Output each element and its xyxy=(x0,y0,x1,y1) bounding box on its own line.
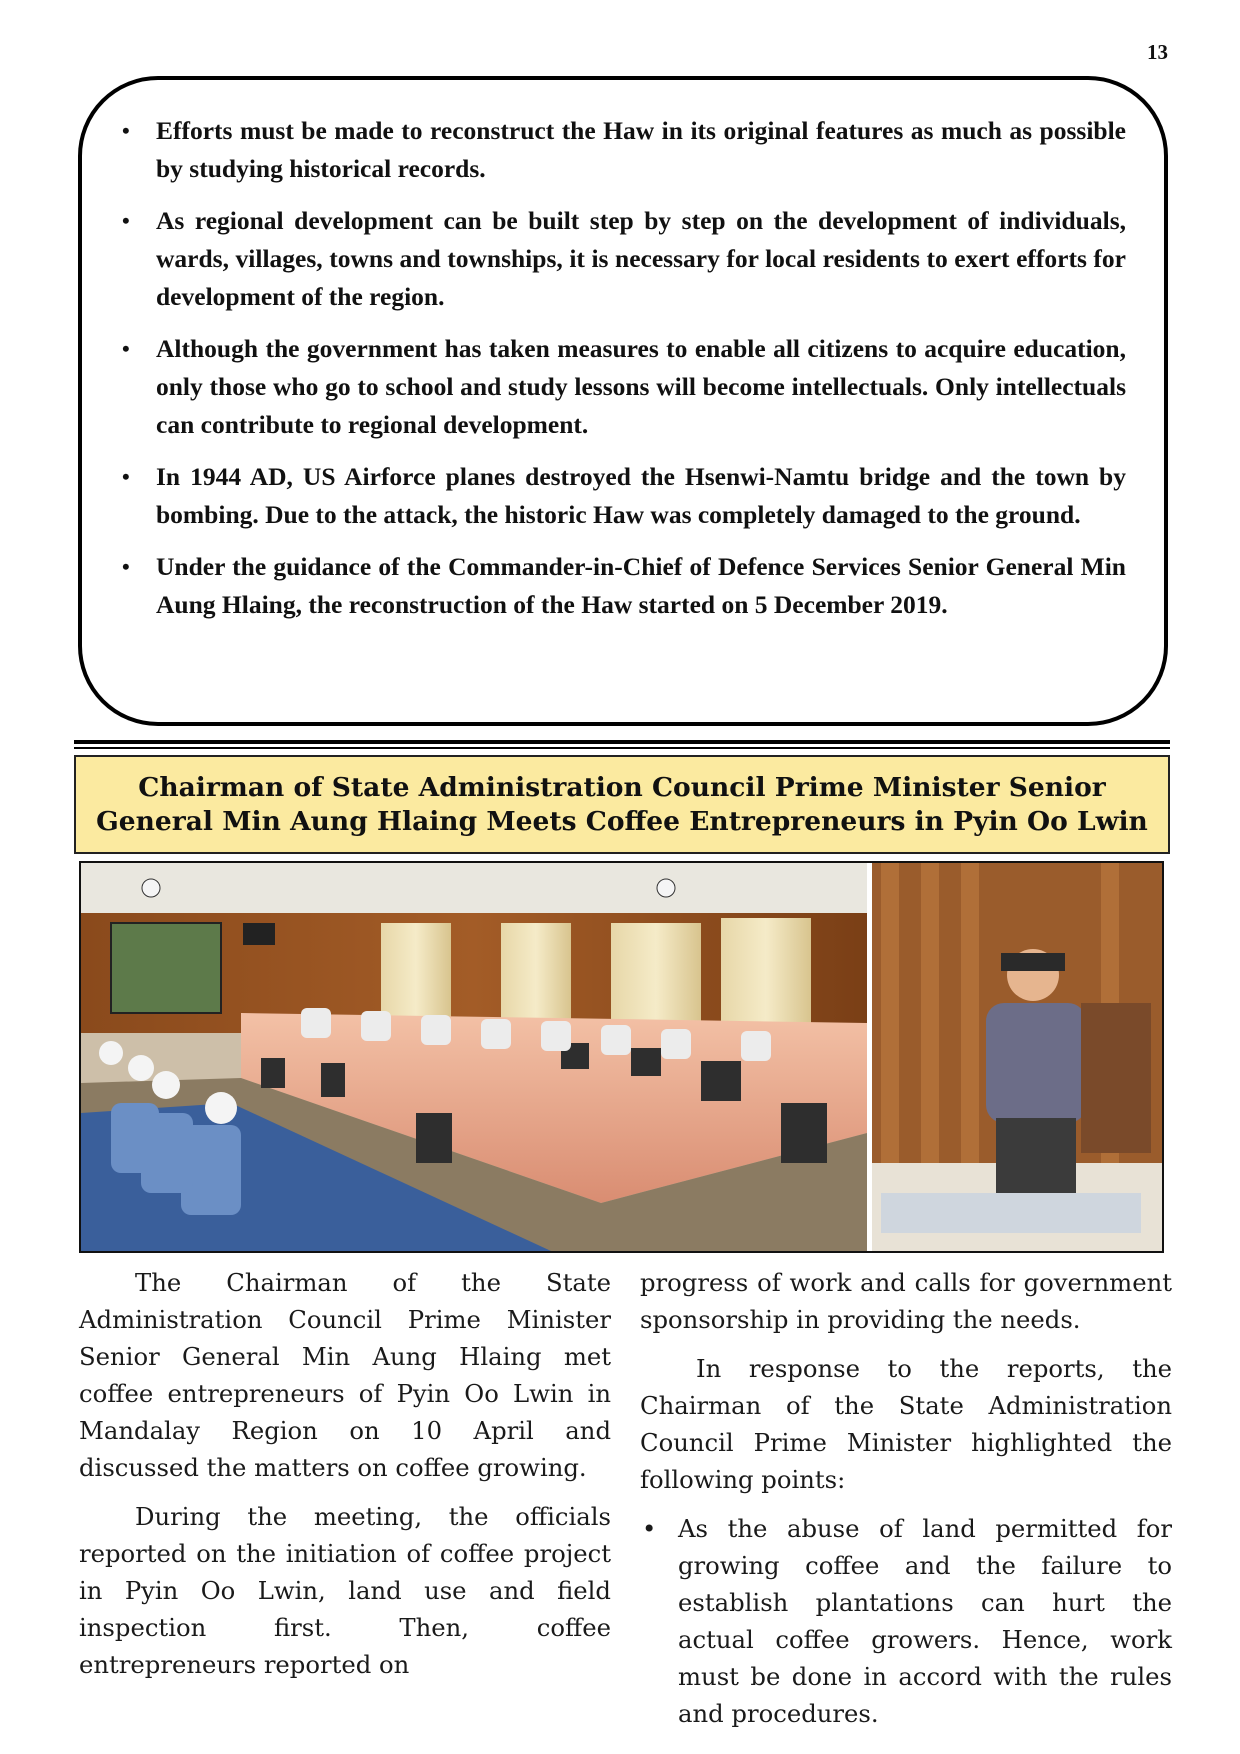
key-point xyxy=(122,202,1126,316)
page-number: 13 xyxy=(1147,40,1168,64)
key-point-text: Although the government has taken measures to enable all citizens to acquire education, only those who go to school and study lessons will become intellectuals. Only intellectuals can contribute to regional development. xyxy=(156,334,1126,439)
key-point xyxy=(122,548,1126,624)
article-paragraph: During the meeting, the officials reported on the initiation of coffee project in Pyin Oo Lwin, land use and field inspection first. Then, coffee entrepreneurs reported on xyxy=(79,1502,611,1679)
article-paragraph: In response to the reports, the Chairman of the State Administration Council Prime Minister highlighted the following points: xyxy=(640,1354,1172,1494)
key-point xyxy=(122,330,1126,444)
section-divider-thin xyxy=(74,747,1170,749)
key-point-text: As regional development can be built step by step on the development of individuals, wards, villages, towns and townships, it is necessary for local residents to exert efforts for development of the region. xyxy=(156,206,1126,311)
bullet-icon: • xyxy=(122,336,130,361)
bullet-icon: • xyxy=(122,464,130,489)
bullet-icon: • xyxy=(642,1514,657,1543)
article-headline: Chairman of State Administration Council Prime Minister Senior General Min Aung Hlaing Meets Coffee Entrepreneurs in Pyin Oo Lwin xyxy=(96,771,1148,837)
article-right-column xyxy=(640,1264,1172,1732)
article-headline-box xyxy=(74,755,1170,854)
key-point xyxy=(122,112,1126,188)
key-point-text: In 1944 AD, US Airforce planes destroyed the Hsenwi-Namtu bridge and the town by bombing. Due to the attack, the historic Haw was completely damaged to the ground. xyxy=(156,462,1126,529)
key-point xyxy=(122,458,1126,534)
article-point xyxy=(640,1510,1172,1732)
bullet-icon: • xyxy=(122,208,130,233)
meeting-photo xyxy=(79,861,1164,1253)
conference-hall-photo xyxy=(81,863,867,1251)
key-point-text: Efforts must be made to reconstruct the Haw in its original features as much as possible by studying historical records. xyxy=(156,116,1126,183)
key-point-text: Under the guidance of the Commander-in-Chief of Defence Services Senior General Min Aung Hlaing, the reconstruction of the Haw started on 5 December 2019. xyxy=(156,552,1126,619)
article-paragraph: progress of work and calls for government sponsorship in providing the needs. xyxy=(640,1268,1172,1334)
article-point-text: As the abuse of land permitted for growing coffee and the failure to establish plantations can hurt the actual coffee growers. Hence, work must be done in accord with the rules and procedures. xyxy=(678,1514,1172,1728)
bullet-icon: • xyxy=(122,554,130,579)
key-points-list xyxy=(122,112,1126,624)
meeting-photo-illustration xyxy=(81,863,1162,1251)
speaker-photo xyxy=(872,863,1162,1251)
key-points-box xyxy=(78,76,1168,726)
bullet-icon: • xyxy=(122,118,130,143)
article-left-column xyxy=(79,1264,611,1695)
article-points-list xyxy=(640,1510,1172,1732)
article-paragraph: The Chairman of the State Administration Council Prime Minister Senior General Min Aung Hlaing met coffee entrepreneurs of Pyin Oo Lwin in Mandalay Region on 10 April and discussed the matters on coffee growing. xyxy=(79,1268,611,1482)
section-divider-thick xyxy=(74,740,1170,744)
